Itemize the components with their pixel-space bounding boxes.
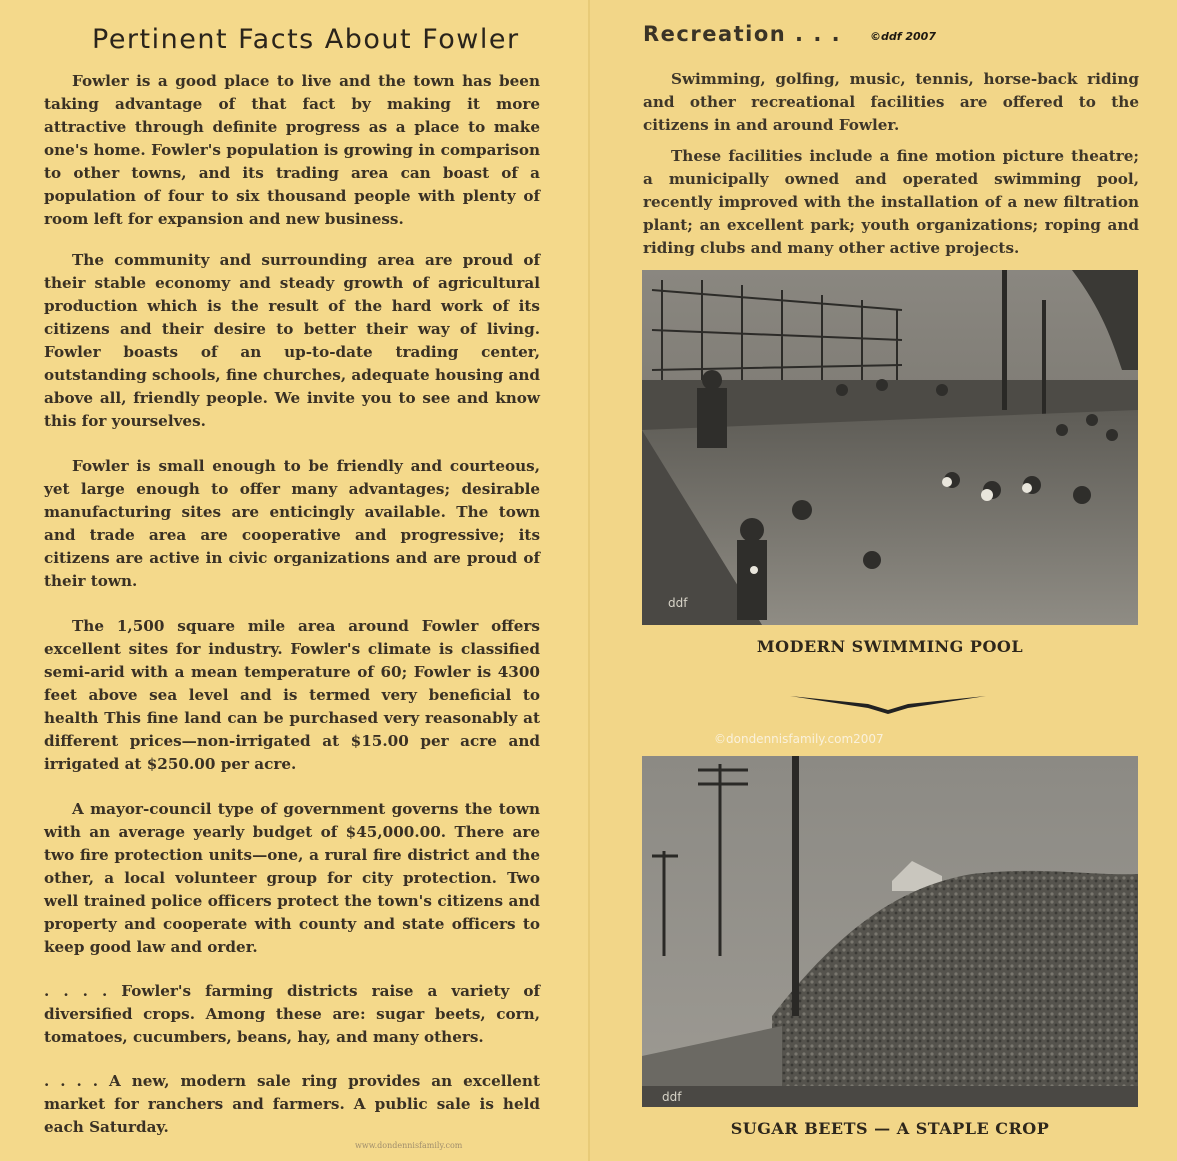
beets-caption: SUGAR BEETS — A STAPLE CROP xyxy=(730,1119,1050,1138)
ornamental-divider xyxy=(788,690,988,718)
page-title: Pertinent Facts About Fowler xyxy=(92,24,520,55)
copyright-watermark: ©dondennisfamily.com2007 xyxy=(714,732,884,746)
paragraph-government: A mayor-council type of government governs the town with an average yearly budget of $45,000.00. There are two fire protection units—one, a rural fire district and the other, a local volunteer group for city protection. Two well trained police officers protect the town's citizens and property and cooperate with county and state officers to keep good law and order. xyxy=(44,800,540,956)
paragraph-farming: . . . . Fowler's farming districts raise a variety of diversified crops. Among these are: sugar beets, corn, tomatoes, cucumbers, beans, hay, and many others. xyxy=(44,982,540,1046)
paragraph-sale-ring: . . . . A new, modern sale ring provides an excellent market for ranchers and farmers. A public sale is held each Saturday. xyxy=(44,1072,540,1136)
paragraph-recreation: Swimming, golfing, music, tennis, horse-back riding and other recreational facilities are offered to the citizens in and around Fowler. xyxy=(643,70,1139,134)
sugar-beets-photo xyxy=(642,756,1138,1107)
paragraph-friendly: Fowler is small enough to be friendly and courteous, yet large enough to offer many advantages; desirable manufacturing sites are enticingly available. The town and trade area are cooperative and progressive; its citizens are active in civic organizations and are proud of their town. xyxy=(44,457,540,590)
pool-caption: MODERN SWIMMING POOL xyxy=(756,637,1024,656)
paragraph-facilities: These facilities include a fine motion picture theatre; a municipally owned and operated swimming pool, recently improved with the installation of a new filtration plant; an excellent park; youth organizations; roping and riding clubs and many other active projects. xyxy=(643,147,1139,257)
footer-url: www.dondennisfamily.com xyxy=(355,1141,463,1150)
paragraph-land: The 1,500 square mile area around Fowler offers excellent sites for industry. Fowler's climate is classified semi-arid with a mean temperature of 60; Fowler is 4300 feet above sea level and is termed very beneficial to health This fine land can be purchased very reasonably at different prices—non-irrigated at $15.00 per acre and irrigated at $250.00 per acre. xyxy=(44,617,540,773)
copyright-stamp: ©ddf 2007 xyxy=(870,30,936,43)
right-page xyxy=(590,0,1177,1161)
photo-watermark: ddf xyxy=(668,596,688,610)
photo-watermark: ddf xyxy=(662,1090,682,1104)
paragraph-community: The community and surrounding area are proud of their stable economy and steady growth of agricultural production which is the result of the hard work of its citizens and their desire to better their way of living. Fowler boasts of an up-to-date trading center, outstanding schools, fine churches, adequate housing and above all, friendly people. We invite you to see and know this for yourselves. xyxy=(44,251,540,430)
paragraph-intro: Fowler is a good place to live and the town has been taking advantage of that fact by making it more attractive through definite progress as a place to make one's home. Fowler's population is growing in comparison to other towns, and its trading area can boast of a population of four to six thousand people with plenty of room left for expansion and new business. xyxy=(44,72,540,228)
swimming-pool-photo xyxy=(642,270,1138,625)
section-title: Recreation . . . xyxy=(643,22,842,46)
